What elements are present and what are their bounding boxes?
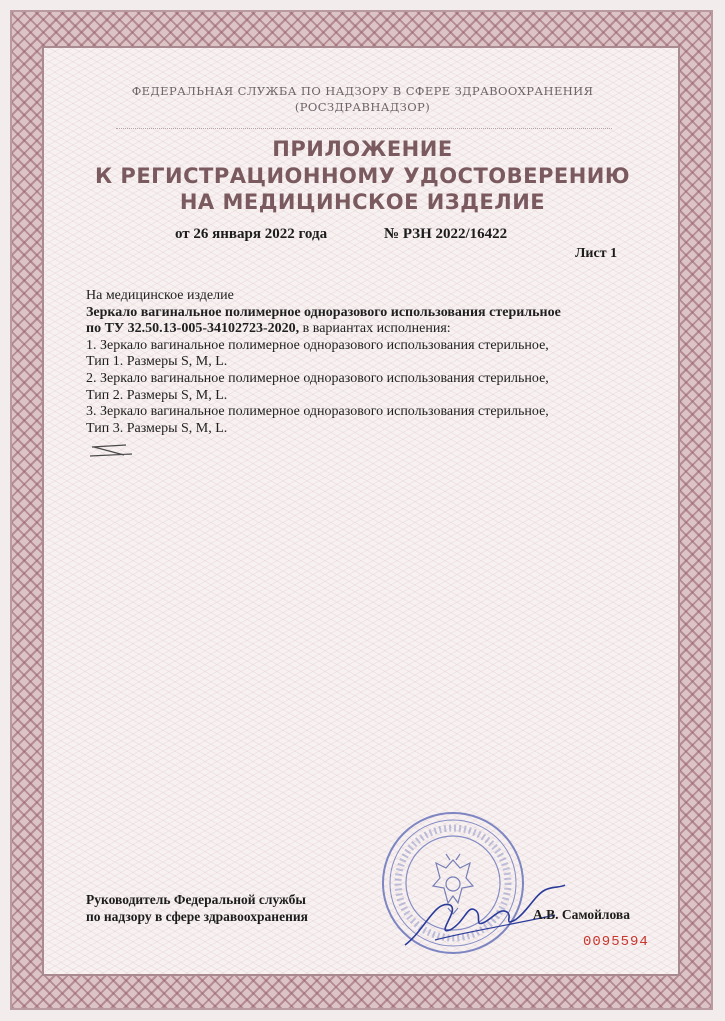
- registration-date: от 26 января 2022 года: [175, 226, 328, 242]
- signatory-position-line2: по надзору в сфере здравоохранения: [86, 908, 308, 924]
- product-name: Зеркало вагинальное полимерное одноразового использования стерильное: [86, 304, 561, 320]
- product-variants-intro: в вариантах исполнения:: [299, 321, 451, 337]
- document-title: ПРИЛОЖЕНИЕ: [272, 137, 453, 161]
- variant-sizes: Тип 3. Размеры S, M, L.: [86, 420, 228, 436]
- sheet-number: Лист 1: [575, 246, 618, 261]
- document-body: [86, 288, 606, 437]
- registration-number: № РЗН 2022/16422: [384, 226, 508, 242]
- variant-sizes: Тип 1. Размеры S, M, L.: [86, 354, 228, 370]
- variant-item: 2. Зеркало вагинальное полимерное одноразового использования стерильное,: [86, 370, 549, 386]
- product-spec: [86, 321, 606, 338]
- document-subtitle-line1: К РЕГИСТРАЦИОННОМУ УДОСТОВЕРЕНИЮ: [94, 164, 631, 188]
- intro-text: На медицинское изделие: [86, 288, 234, 303]
- signatory-position-line1: Руководитель Федеральной службы: [86, 892, 306, 907]
- agency-abbreviation: (РОСЗДРАВНАДЗОР): [294, 100, 431, 114]
- variant-item: 3. Зеркало вагинальное полимерное одноразового использования стерильное,: [86, 404, 549, 420]
- header-divider: [116, 128, 612, 129]
- form-serial-number: 0095594: [583, 934, 649, 950]
- signatory-name: А.В. Самойлова: [533, 907, 630, 922]
- variant-item: 1. Зеркало вагинальное полимерное одноразового использования стерильное,: [86, 337, 549, 353]
- signatory-position: [86, 892, 308, 925]
- variant-sizes: Тип 2. Размеры S, M, L.: [86, 387, 228, 403]
- end-of-list-mark: [86, 440, 136, 460]
- agency-name: ФЕДЕРАЛЬНАЯ СЛУЖБА ПО НАДЗОРУ В СФЕРЕ ЗДРАВООХРАНЕНИЯ: [131, 84, 594, 98]
- product-standard: по ТУ 32.50.13-005-34102723-2020,: [86, 321, 300, 337]
- document-subtitle-line2: НА МЕДИЦИНСКОЕ ИЗДЕЛИЕ: [179, 190, 546, 214]
